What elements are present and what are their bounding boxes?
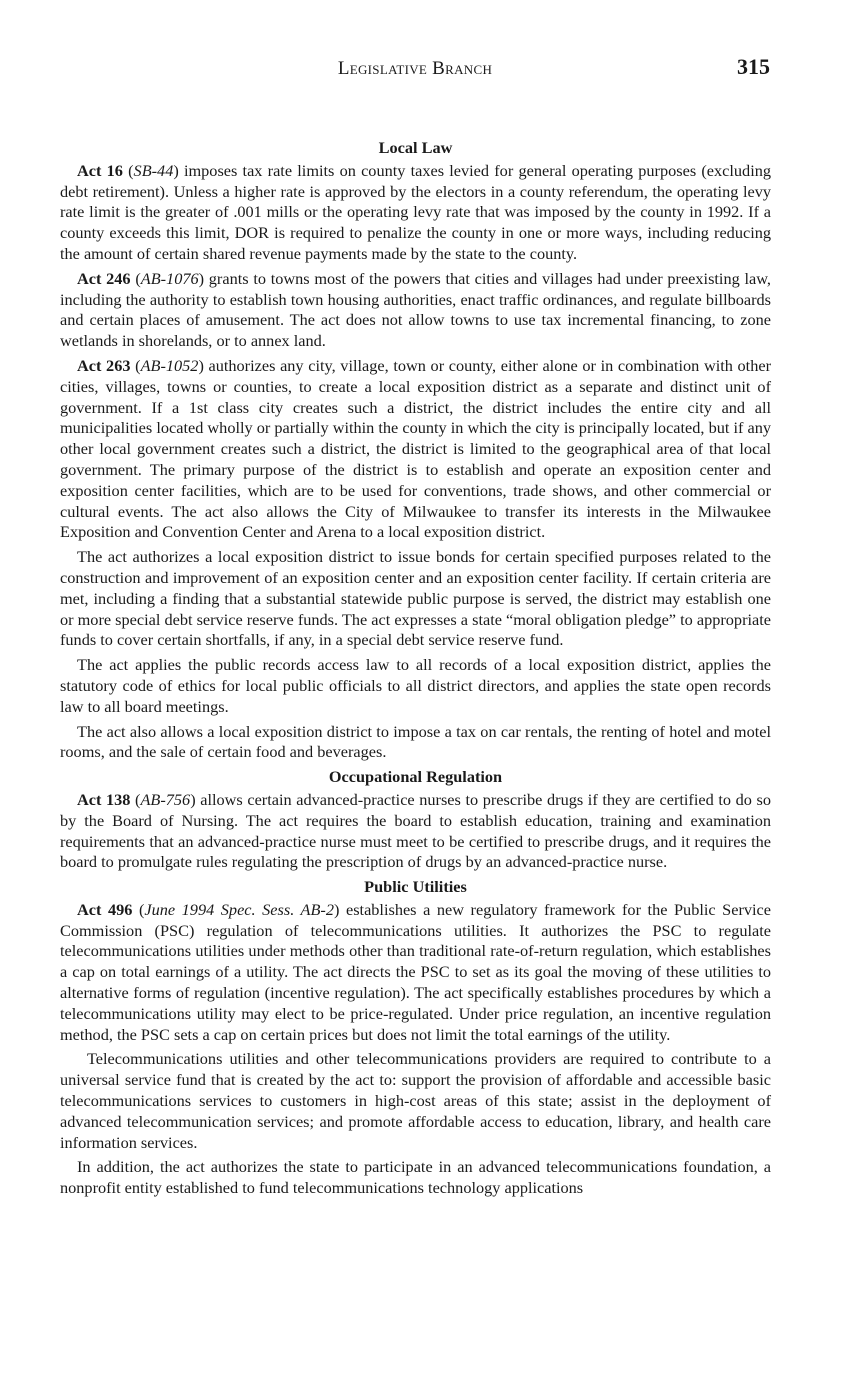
paren-open: ( — [130, 355, 141, 375]
section-occupational-regulation — [60, 767, 771, 873]
act-label: Act 496 — [77, 899, 133, 919]
paren-close: ) — [190, 789, 196, 809]
bill-number: AB-1076 — [140, 268, 199, 288]
paren-open: ( — [130, 789, 141, 809]
paragraph-act-263 — [60, 356, 771, 543]
paren-close: ) — [334, 899, 340, 919]
paragraph-text: grants to towns most of the powers that cities and villages had under preexisting law, including the authority to establish town housing authorities, enact traffic ordinances, and regulate billboards and certain places of amusement. The act does not allow towns to use tax incremental financing, to zone wetlands in shorelands, or to annex land. — [60, 268, 771, 351]
act-label: Act 138 — [77, 789, 131, 809]
paragraph-act-496 — [60, 900, 771, 1046]
paragraph-text: allows certain advanced-practice nurses to prescribe drugs if they are certified to do so by the Board of Nursing. The act requires the board to establish education, training and examination requirements that an advanced-practice nurse must meet to be certified to prescribe drugs, and it requires the board to promulgate rules regulating the prescription of drugs by an advanced-practice nurse. — [60, 789, 771, 872]
paren-open: ( — [122, 160, 134, 180]
section-heading: Local Law — [378, 138, 453, 157]
page-content — [60, 138, 771, 1203]
section-heading: Public Utilities — [364, 877, 467, 897]
paragraph-act-246 — [60, 269, 771, 352]
paren-open: ( — [132, 899, 145, 919]
bill-number: SB-44 — [133, 160, 174, 180]
paragraph-exposition-tax: The act also allows a local exposition district to impose a tax on car rentals, the renting of hotel and motel rooms, and the sale of certain food and beverages. — [60, 721, 771, 762]
paren-open: ( — [130, 268, 141, 288]
paragraph-text: authorizes any city, village, town or county, either alone or in combination with other cities, villages, towns or counties, to create a local exposition district as a separate and distinct unit of government. If a 1st class city creates such a district, the district includes the entire city and all municipalities located wholly or partially within the county in which the city is principally located, but if any other local government creates such a district, the district is limited to the geographical area of that local government. The primary purpose of the district is to establish and operate an exposition center and exposition center facilities, which are to be used for conventions, trade shows, and other commercial or cultural events. The act also allows the City of Milwaukee to transfer its interests in the Milwaukee Exposition and Convention Center and Arena to a local exposition district. — [60, 355, 771, 542]
bill-number: June 1994 Spec. Sess. AB-2 — [144, 899, 334, 919]
paragraph-act-16 — [60, 161, 771, 265]
act-label: Act 263 — [77, 355, 131, 375]
page-number: 315 — [737, 54, 770, 79]
paragraph-public-records: The act applies the public records access law to all records of a local exposition district, applies the statutory code of ethics for local public officials to all district directors, and applies the state open records law to all board meetings. — [60, 655, 771, 716]
act-label: Act 246 — [77, 268, 131, 288]
bill-number: AB-1052 — [140, 355, 199, 375]
section-public-utilities — [60, 877, 771, 1199]
paren-close: ) — [198, 268, 205, 288]
paragraph-text: imposes tax rate limits on county taxes levied for general operating purposes (excluding debt retirement). Unless a higher rate is approved by the electors in a county referendum, the operating levy rate limit is the greater of .001 mills or the operating levy rate that was imposed by the county in 1992. If a county exceeds this limit, DOR is required to penalize the county in one or more ways, including reducing the amount of certain shared revenue payments made by the state to the county. — [60, 160, 771, 263]
paragraph-telecom-foundation: In addition, the act authorizes the state to participate in an advanced telecommunications foundation, a nonprofit entity established to fund telecommunications technology applications — [60, 1157, 771, 1198]
paragraph-act-138 — [60, 790, 771, 873]
section-heading: Occupational Regulation — [328, 767, 503, 787]
paren-close: ) — [173, 160, 179, 180]
paren-close: ) — [198, 355, 204, 375]
paragraph-universal-service: Telecommunications utilities and other telecommunications providers are required to contribute to a universal service fund that is created by the act to: support the provision of affordable and accessible basic telecommunications services to customers in high-cost areas of this state; assist in the deployment of advanced telecommunication services; and promote affordable access to education, library, and health care information services. — [60, 1049, 771, 1152]
running-head: Legislative Branch — [337, 58, 493, 79]
page-header — [0, 54, 859, 84]
paragraph-text: establishes a new regulatory framework for the Public Service Commission (PSC) regulation of telecommunications utilities. It authorizes the PSC to regulate telecommunications utilities under methods other than traditional rate-of-return regulation, which establishes a cap on total earnings of a utility. The act directs the PSC to set as its goal the moving of these utilities to alternative forms of regulation (incentive regulation). The act specifically establishes procedures by which a telecommunications utility may elect to be price-regulated. Under price regulation, an incentive regulation method, the PSC sets a cap on certain prices but does not limit the total earnings of the utility. — [60, 899, 771, 1044]
bill-number: AB-756 — [140, 789, 191, 809]
section-local-law — [60, 138, 771, 763]
act-label: Act 16 — [77, 160, 123, 180]
paragraph-bonds: The act authorizes a local exposition district to issue bonds for certain specified purposes related to the construction and improvement of an exposition center and an exposition center facility. If certain criteria are met, including a finding that a substantial statewide public purpose is served, the district may establish one or more special debt service reserve funds. The act expresses a state “moral obligation pledge” to appropriate funds to cover certain shortfalls, if any, in a special debt service reserve fund. — [60, 547, 771, 650]
